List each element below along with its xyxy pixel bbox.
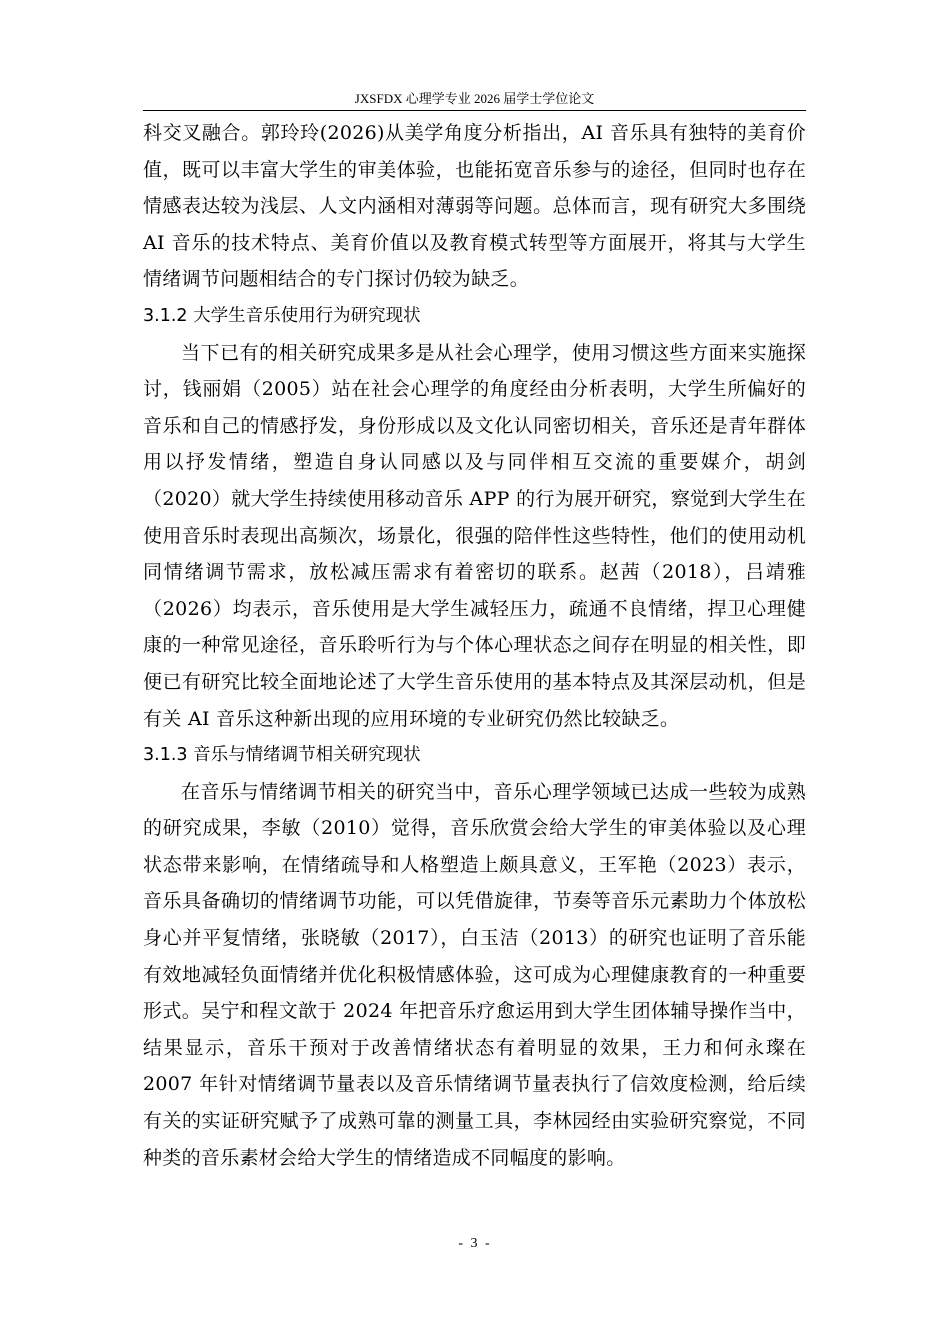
header-rule (143, 110, 806, 111)
paragraph-music-usage: 当下已有的相关研究成果多是从社会心理学，使用习惯这些方面来实施探讨，钱丽娟（2005）站在社会心理学的角度经由分析表明，大学生所偏好的音乐和自己的情感抒发，身份形成以及文化认同密切相关，音乐还是青年群体用以抒发情绪，塑造自身认同感以及与同伴相互交流的重要媒介，胡剑（2020）就大学生持续使用移动音乐 APP 的行为展开研究，察觉到大学生在使用音乐时表现出高频次，场景化，很强的陪伴性这些特性，他们的使用动机同情绪调节需求，放松减压需求有着密切的联系。赵茜（2018），吕靖雅（2026）均表示，音乐使用是大学生减轻压力，疏通不良情绪，捍卫心理健康的一种常见途径，音乐聆听行为与个体心理状态之间存在明显的相关性，即便已有研究比较全面地论述了大学生音乐使用的基本特点及其深层动机，但是有关 AI 音乐这种新出现的应用环境的专业研究仍然比较缺乏。 (143, 341, 806, 730)
paragraph-music-emotion: 在音乐与情绪调节相关的研究当中，音乐心理学领域已达成一些较为成熟的研究成果，李敏（2010）觉得，音乐欣赏会给大学生的审美体验以及心理状态带来影响，在情绪疏导和人格塑造上颇具意义，王军艳（2023）表示，音乐具备确切的情绪调节功能，可以凭借旋律，节奏等音乐元素助力个体放松身心并平复情绪，张晓敏（2017），白玉洁（2013）的研究也证明了音乐能有效地减轻负面情绪并优化积极情感体验，这可成为心理健康教育的一种重要形式。吴宁和程文歆于 2024 年把音乐疗愈运用到大学生团体辅导操作当中，结果显示，音乐干预对于改善情绪状态有着明显的效果，王力和何永璨在 2007 年针对情绪调节量表以及音乐情绪调节量表执行了信效度检测，给后续有关的实证研究赋予了成熟可靠的测量工具，李林园经由实验研究察觉，不同种类的音乐素材会给大学生的情绪造成不同幅度的影响。 (143, 780, 806, 1169)
section-heading-3-1-2: 3.1.2 大学生音乐使用行为研究现状 (143, 305, 421, 326)
section-heading-3-1-3: 3.1.3 音乐与情绪调节相关研究现状 (143, 745, 421, 766)
paragraph-continuation: 科交叉融合。郭玲玲(2026)从美学角度分析指出，AI 音乐具有独特的美育价值，既可以丰富大学生的审美体验，也能拓宽音乐参与的途径，但同时也存在情感表达较为浅层、人文内涵相对薄弱等问题。总体而言，现有研究大多围绕 AI 音乐的技术特点、美育价值以及教育模式转型等方面展开，将其与大学生情绪调节问题相结合的专门探讨仍较为缺乏。 (143, 122, 806, 291)
running-header: JXSFDX 心理学专业 2026 届学士学位论文 (354, 91, 595, 106)
page-number: - 3 - (458, 1236, 492, 1251)
body-text (143, 115, 806, 1176)
